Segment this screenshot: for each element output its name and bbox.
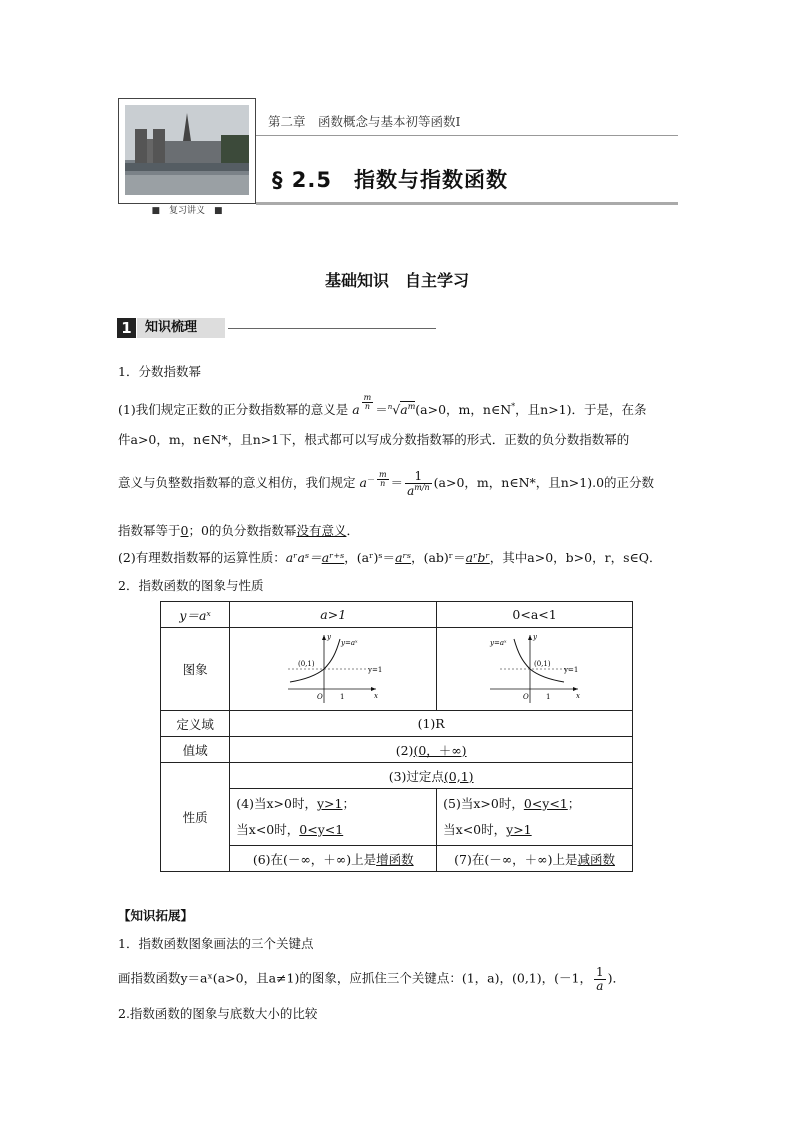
table-cell: (5)当x>0时，0<y<1； 当x<0时，y>1: [437, 789, 633, 846]
table-cell: (6)在(－∞，＋∞)上是增函数: [230, 846, 437, 872]
table-cell: (1)R: [230, 711, 633, 737]
section-title: § 2.5 指数与指数函数: [272, 168, 509, 192]
svg-text:O: O: [522, 693, 529, 701]
table-head: y＝aˣ: [161, 602, 230, 628]
section-label: 知识梳理: [137, 318, 225, 338]
table-head: a>1: [230, 602, 437, 628]
section-number-badge: 1: [117, 318, 136, 338]
part-title: 基础知识 自主学习: [324, 271, 470, 290]
svg-text:x: x: [575, 692, 580, 700]
svg-text:O: O: [317, 693, 323, 701]
paragraph-line: 画指数函数y＝aˣ(a>0，且a≠1)的图象，应抓住三个关键点：(1，a)，(0,1)，(－1， $\frac{1}{a}$ )．: [118, 965, 625, 993]
answer-blank: aʳbʳ: [465, 550, 490, 565]
exponential-function-table: [160, 601, 633, 872]
answer-blank: aʳ⁺ˢ: [321, 550, 345, 565]
item-heading: 1．分数指数幂: [118, 364, 201, 379]
header-divider: [256, 202, 678, 205]
header-divider: [256, 135, 678, 136]
svg-text:y=aˣ: y=aˣ: [341, 639, 358, 647]
svg-text:(0,1): (0,1): [298, 660, 315, 668]
item-heading: 2.指数函数的图象与底数大小的比较: [118, 1006, 318, 1021]
svg-text:y: y: [327, 633, 332, 641]
svg-text:x: x: [374, 692, 379, 700]
item-heading: 2．指数函数的图象与性质: [118, 578, 264, 593]
paragraph-line: (1)我们规定正数的正分数指数幂的意义是 a $^{\frac{m}{n}}$ $=^n√a^m(a>0$，m，n∈N*，且n>1)．于是，在条: [118, 393, 647, 418]
paragraph-line: 件a>0，m，n∈N*，且n>1下，根式都可以写成分数指数幂的形式．正数的负分数指数幂的: [118, 432, 630, 447]
table-cell: (4)当x>0时，y>1； 当x<0时，0<y<1: [230, 789, 437, 846]
graph-increasing: [230, 628, 437, 711]
table-row-label: 图象: [161, 628, 230, 711]
chapter-title: 第二章 函数概念与基本初等函数Ⅰ: [268, 114, 461, 129]
svg-text:1: 1: [545, 693, 551, 701]
table-cell: (2)(0，＋∞): [230, 737, 633, 763]
graph-decreasing: [437, 628, 633, 711]
svg-text:y=aˣ: y=aˣ: [489, 639, 507, 647]
extension-title: 【知识拓展】: [118, 908, 194, 923]
header-photo-frame: [118, 98, 256, 204]
paragraph-line: (2)有理数指数幂的运算性质：aʳaˢ＝aʳ⁺ˢ，(aʳ)ˢ＝aʳˢ，(ab)ʳ＝aʳbʳ，其中a>0，b>0，r，s∈Q．: [118, 550, 662, 565]
table-row-label: 值域: [161, 737, 230, 763]
table-row-label: 定义域: [161, 711, 230, 737]
svg-text:y: y: [532, 633, 537, 641]
cathedral-photo: [125, 105, 249, 195]
svg-text:y=1: y=1: [368, 666, 383, 674]
svg-text:y=1: y=1: [563, 666, 578, 674]
table-head: 0<a<1: [437, 602, 633, 628]
answer-blank: 0: [180, 523, 189, 538]
table-row-label: 性质: [161, 763, 230, 872]
paragraph-line: 指数幂等于0；0的负分数指数幂没有意义．: [118, 523, 359, 538]
section-rule: [228, 328, 436, 329]
svg-text:(0,1): (0,1): [533, 660, 551, 668]
answer-blank: 没有意义: [296, 523, 347, 538]
table-cell: (3)过定点(0,1): [230, 763, 633, 789]
svg-text:1: 1: [340, 693, 345, 701]
item-heading: 1．指数函数图象画法的三个关键点: [118, 936, 314, 951]
paragraph-line: 意义与负整数指数幂的意义相仿，我们规定 $a^{- \frac{m}{n}}$ ＝ $\frac{1}{a^{m/n}}$ (a>0，m，n∈N*，且n>1).0的正分数: [118, 469, 655, 498]
photo-caption: ■ 复习讲义 ■: [151, 206, 223, 216]
table-cell: (7)在(－∞，＋∞)上是减函数: [437, 846, 633, 872]
answer-blank: aʳˢ: [395, 550, 412, 565]
